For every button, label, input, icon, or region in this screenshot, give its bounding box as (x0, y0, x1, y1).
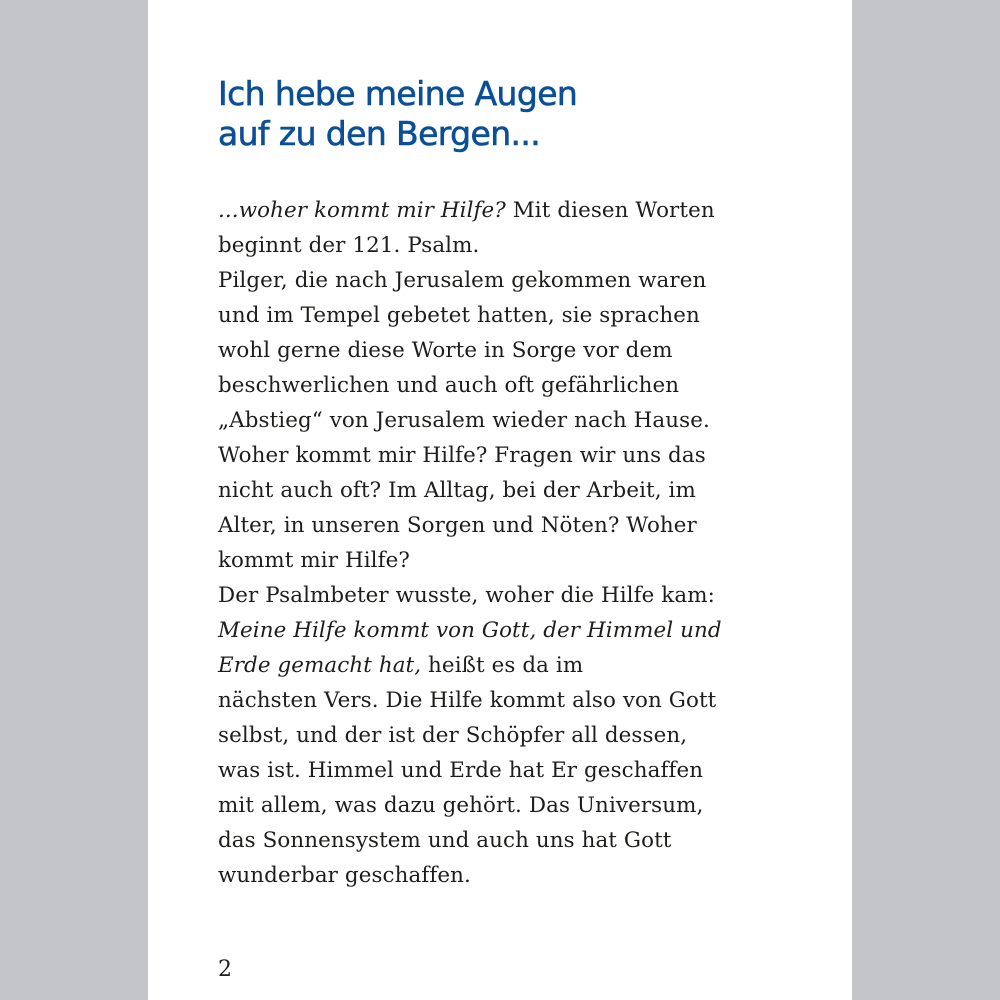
text-line (218, 508, 818, 543)
text-segment: „Abstieg“ von Jerusalem wieder nach Hause. (218, 408, 710, 433)
text-segment: Der Psalmbeter wusste, woher die Hilfe kam: (218, 583, 715, 608)
italic-text-segment: Meine Hilfe kommt von Gott, der Himmel und (218, 618, 722, 643)
text-line (218, 578, 818, 613)
page-number: 2 (218, 957, 232, 982)
text-line (218, 193, 818, 228)
text-line (218, 438, 818, 473)
text-line (218, 613, 818, 648)
text-segment: mit allem, was dazu gehört. Das Universum, (218, 793, 704, 818)
text-line (218, 333, 818, 368)
italic-text-segment: Erde gemacht hat, (218, 653, 422, 678)
text-line (218, 788, 818, 823)
text-segment: Pilger, die nach Jerusalem gekommen waren (218, 268, 707, 293)
text-segment: Mit diesen Worten (505, 198, 715, 223)
text-segment: heißt es da im (421, 653, 584, 678)
title-line-1: Ich hebe meine Augen (218, 74, 578, 113)
text-segment: Woher kommt mir Hilfe? Fragen wir uns das (218, 443, 706, 468)
body-text (218, 193, 818, 893)
text-line (218, 403, 818, 438)
text-segment: nächsten Vers. Die Hilfe kommt also von Gott (218, 688, 717, 713)
text-segment: Alter, in unseren Sorgen und Nöten? Woher (218, 513, 697, 538)
text-line (218, 473, 818, 508)
text-segment: nicht auch oft? Im Alltag, bei der Arbeit, im (218, 478, 696, 503)
text-line (218, 858, 818, 893)
text-segment: wunderbar geschaffen. (218, 863, 471, 888)
text-segment: kommt mir Hilfe? (218, 548, 410, 573)
text-line (218, 823, 818, 858)
text-segment: beginnt der 121. Psalm. (218, 233, 480, 258)
text-segment: wohl gerne diese Worte in Sorge vor dem (218, 338, 673, 363)
text-line (218, 648, 818, 683)
text-segment: das Sonnensystem und auch uns hat Gott (218, 828, 672, 853)
italic-text-segment: ...woher kommt mir Hilfe? (218, 198, 506, 223)
text-segment: was ist. Himmel und Erde hat Er geschaffen (218, 758, 704, 783)
book-page (148, 0, 852, 1000)
title-line-2: auf zu den Bergen... (218, 114, 541, 153)
text-line (218, 753, 818, 788)
text-line (218, 718, 818, 753)
text-line (218, 543, 818, 578)
page-title (218, 74, 577, 154)
text-line (218, 298, 818, 333)
text-line (218, 368, 818, 403)
text-line (218, 263, 818, 298)
text-segment: selbst, und der ist der Schöpfer all dessen, (218, 723, 688, 748)
text-segment: beschwerlichen und auch oft gefährlichen (218, 373, 680, 398)
text-line (218, 228, 818, 263)
text-segment: und im Tempel gebetet hatten, sie sprachen (218, 303, 700, 328)
text-line (218, 683, 818, 718)
